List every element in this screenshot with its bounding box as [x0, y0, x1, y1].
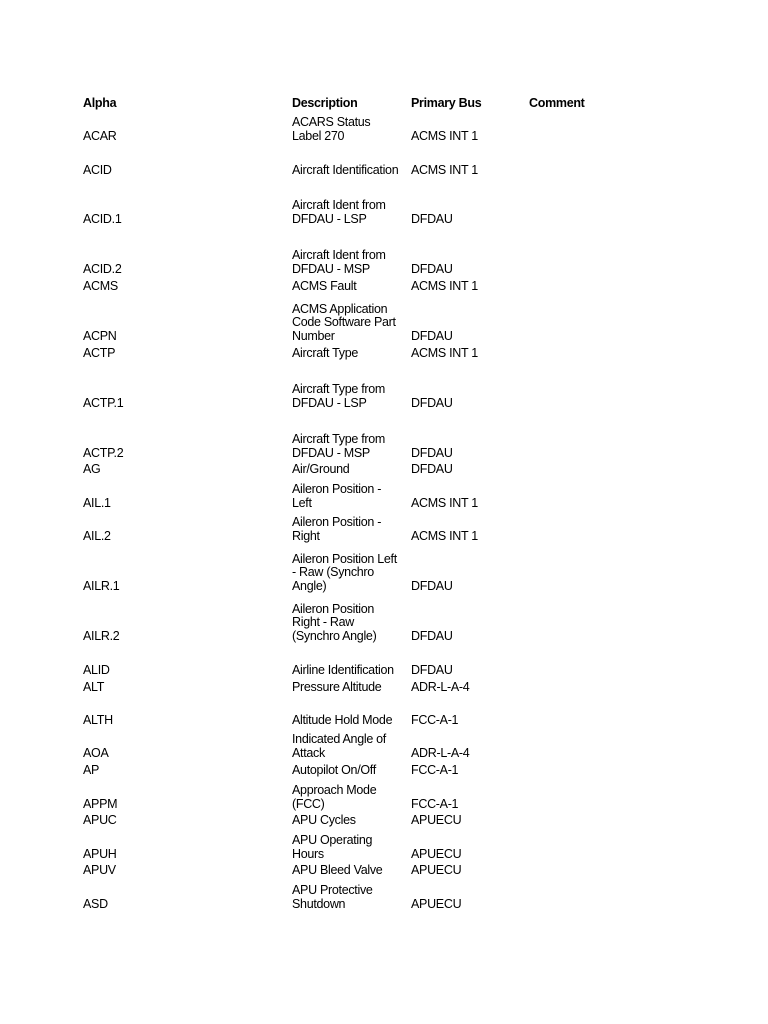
description-line: Indicated Angle of [292, 732, 386, 747]
cell-primary-bus: ACMS INT 1 [411, 528, 478, 543]
cell-primary-bus: ADR-L-A-4 [411, 745, 470, 760]
cell-primary-bus: ACMS INT 1 [411, 278, 478, 293]
description-line: Air/Ground [292, 461, 350, 476]
description-line: Right - Raw [292, 615, 354, 630]
cell-alpha: AILR.1 [83, 578, 120, 593]
description-line: APU Protective [292, 883, 373, 898]
description-line: Airline Identification [292, 662, 394, 677]
cell-primary-bus: DFDAU [411, 261, 453, 276]
cell-alpha: ACTP.2 [83, 445, 124, 460]
description-line: Aircraft Ident from [292, 198, 386, 213]
cell-description [292, 884, 373, 911]
description-line: Aileron Position - [292, 515, 382, 530]
description-line: Aircraft Ident from [292, 248, 386, 263]
cell-alpha: AIL.1 [83, 495, 111, 510]
cell-primary-bus: ADR-L-A-4 [411, 679, 470, 694]
header-primary-bus: Primary Bus [411, 96, 482, 110]
description-line: Autopilot On/Off [292, 762, 376, 777]
cell-alpha: ACPN [83, 328, 117, 343]
cell-primary-bus: APUECU [411, 812, 462, 827]
description-line: Aileron Position - [292, 482, 382, 497]
description-line: Altitude Hold Mode [292, 712, 393, 727]
description-line: APU Cycles [292, 812, 356, 827]
cell-alpha: AP [83, 762, 100, 777]
cell-primary-bus: DFDAU [411, 628, 453, 643]
description-line: Aileron Position [292, 601, 375, 616]
description-line: Pressure Altitude [292, 679, 382, 694]
header-description: Description [292, 96, 358, 110]
cell-alpha: ACAR [83, 128, 117, 143]
cell-primary-bus: DFDAU [411, 211, 453, 226]
description-line: - Raw (Synchro [292, 565, 374, 580]
cell-alpha: AILR.2 [83, 628, 120, 643]
cell-alpha: ALTH [83, 712, 113, 727]
description-line: Aircraft Type from [292, 382, 386, 397]
cell-alpha: ACMS [83, 278, 118, 293]
description-line: DFDAU - MSP [292, 445, 370, 460]
description-line: Aircraft Type from [292, 432, 386, 447]
cell-primary-bus: DFDAU [411, 445, 453, 460]
cell-alpha: ACTP [83, 345, 116, 360]
cell-alpha: ACID.1 [83, 211, 122, 226]
description-line: Aircraft Type [292, 345, 359, 360]
description-line: Right [292, 528, 320, 543]
description-line: DFDAU - MSP [292, 261, 370, 276]
cell-primary-bus: FCC-A-1 [411, 762, 459, 777]
cell-primary-bus: DFDAU [411, 461, 453, 476]
description-line: Code Software Part [292, 315, 396, 330]
cell-alpha: ASD [83, 896, 108, 911]
cell-alpha: APUH [83, 846, 117, 861]
cell-alpha: ALT [83, 679, 105, 694]
cell-primary-bus: ACMS INT 1 [411, 128, 478, 143]
description-line: Hours [292, 846, 324, 861]
header-alpha: Alpha [83, 96, 117, 110]
description-line: ACARS Status [292, 115, 371, 130]
cell-primary-bus: APUECU [411, 896, 462, 911]
cell-primary-bus: ACMS INT 1 [411, 345, 478, 360]
description-line: ACMS Fault [292, 278, 357, 293]
cell-alpha: APUC [83, 812, 117, 827]
description-line: DFDAU - LSP [292, 211, 367, 226]
cell-primary-bus: APUECU [411, 846, 462, 861]
description-line: Approach Mode [292, 783, 377, 798]
cell-primary-bus: FCC-A-1 [411, 796, 459, 811]
description-line: APU Operating [292, 833, 373, 848]
description-line: (FCC) [292, 796, 325, 811]
description-line: Shutdown [292, 896, 346, 911]
description-line: Number [292, 328, 335, 343]
cell-alpha: ACID.2 [83, 261, 122, 276]
description-line: ACMS Application [292, 301, 388, 316]
cell-primary-bus: ACMS INT 1 [411, 495, 478, 510]
description-line: (Synchro Angle) [292, 628, 377, 643]
description-line: Aileron Position Left [292, 551, 397, 566]
cell-alpha: AOA [83, 745, 109, 760]
description-line: Left [292, 495, 312, 510]
cell-alpha: ACTP.1 [83, 395, 124, 410]
cell-primary-bus: FCC-A-1 [411, 712, 459, 727]
cell-alpha: ALID [83, 662, 110, 677]
cell-primary-bus: ACMS INT 1 [411, 162, 478, 177]
cell-primary-bus: DFDAU [411, 662, 453, 677]
cell-alpha: APPM [83, 796, 118, 811]
cell-alpha: AIL.2 [83, 528, 111, 543]
description-line: Angle) [292, 578, 327, 593]
description-line: DFDAU - LSP [292, 395, 367, 410]
cell-alpha: APUV [83, 862, 116, 877]
description-line: Attack [292, 745, 325, 760]
description-line: APU Bleed Valve [292, 862, 383, 877]
cell-primary-bus: DFDAU [411, 578, 453, 593]
description-line: Aircraft Identification [292, 162, 399, 177]
cell-alpha: AG [83, 461, 101, 476]
cell-alpha: ACID [83, 162, 112, 177]
cell-primary-bus: DFDAU [411, 328, 453, 343]
description-line: Label 270 [292, 128, 345, 143]
cell-primary-bus: DFDAU [411, 395, 453, 410]
header-comment: Comment [529, 96, 585, 110]
cell-primary-bus: APUECU [411, 862, 462, 877]
